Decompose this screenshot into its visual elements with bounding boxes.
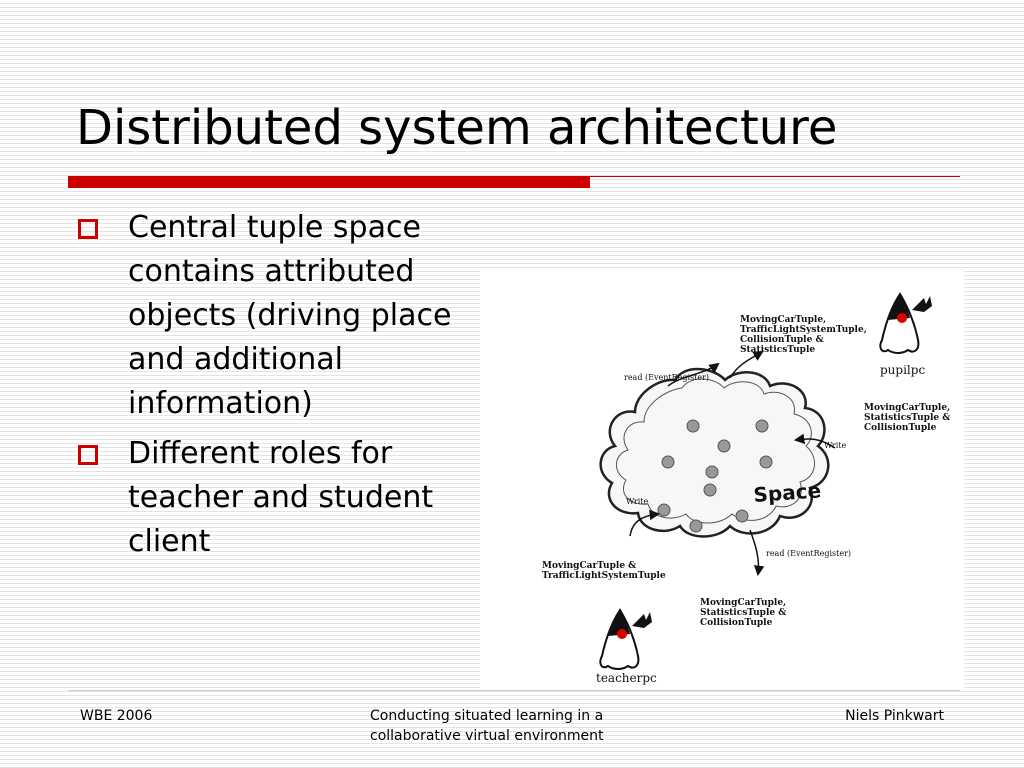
teacher-pc-label: teacherpc <box>596 671 657 685</box>
title-underline-thin <box>590 176 960 177</box>
title-underline-thick <box>68 176 590 188</box>
architecture-diagram <box>480 268 964 688</box>
footer-talk-title-line: collaborative virtual environment <box>370 728 604 744</box>
teacher-mascot-icon <box>600 610 652 669</box>
pupil-tuples-label: MovingCarTuple, TrafficLightSystemTuple, CollisionTuple & StatisticsTuple <box>740 315 867 355</box>
right-tuples-label: MovingCarTuple, StatisticsTuple & CollisionTuple <box>864 403 951 433</box>
square-bullet-icon <box>78 219 98 239</box>
write-label-left: Write <box>626 497 649 506</box>
space-label: Space <box>752 478 822 507</box>
footer-author: Niels Pinkwart <box>845 708 944 724</box>
read-arrow-bottom <box>750 530 759 574</box>
bullet-text: Central tuple space contains attributed objects (driving place and additional information) <box>128 210 452 421</box>
square-bullet-icon <box>78 445 98 465</box>
footer-talk-title <box>370 706 670 746</box>
read-label-top: read (EventRegister) <box>624 373 710 382</box>
bullet-item <box>78 432 473 564</box>
pupil-pc-label: pupilpc <box>880 363 926 377</box>
teacher-tuples-label: MovingCarTuple, StatisticsTuple & CollisionTuple <box>700 598 787 628</box>
slide-title: Distributed system architecture <box>76 100 838 156</box>
write-label-right: Write <box>824 441 847 450</box>
read-label-bottom: read (EventRegister) <box>766 549 852 558</box>
left-tuples-label: MovingCarTuple & TrafficLightSystemTuple <box>542 561 666 581</box>
architecture-figure <box>480 268 964 688</box>
tuple-space-cloud <box>601 369 829 536</box>
bullet-item <box>78 206 473 426</box>
footer-talk-title-line: Conducting situated learning in a <box>370 708 604 724</box>
bullet-text: Different roles for teacher and student client <box>128 436 434 559</box>
footer-divider <box>68 690 960 691</box>
footer-event: WBE 2006 <box>80 708 153 724</box>
bullet-list <box>78 206 473 570</box>
pupil-mascot-icon <box>880 294 932 353</box>
